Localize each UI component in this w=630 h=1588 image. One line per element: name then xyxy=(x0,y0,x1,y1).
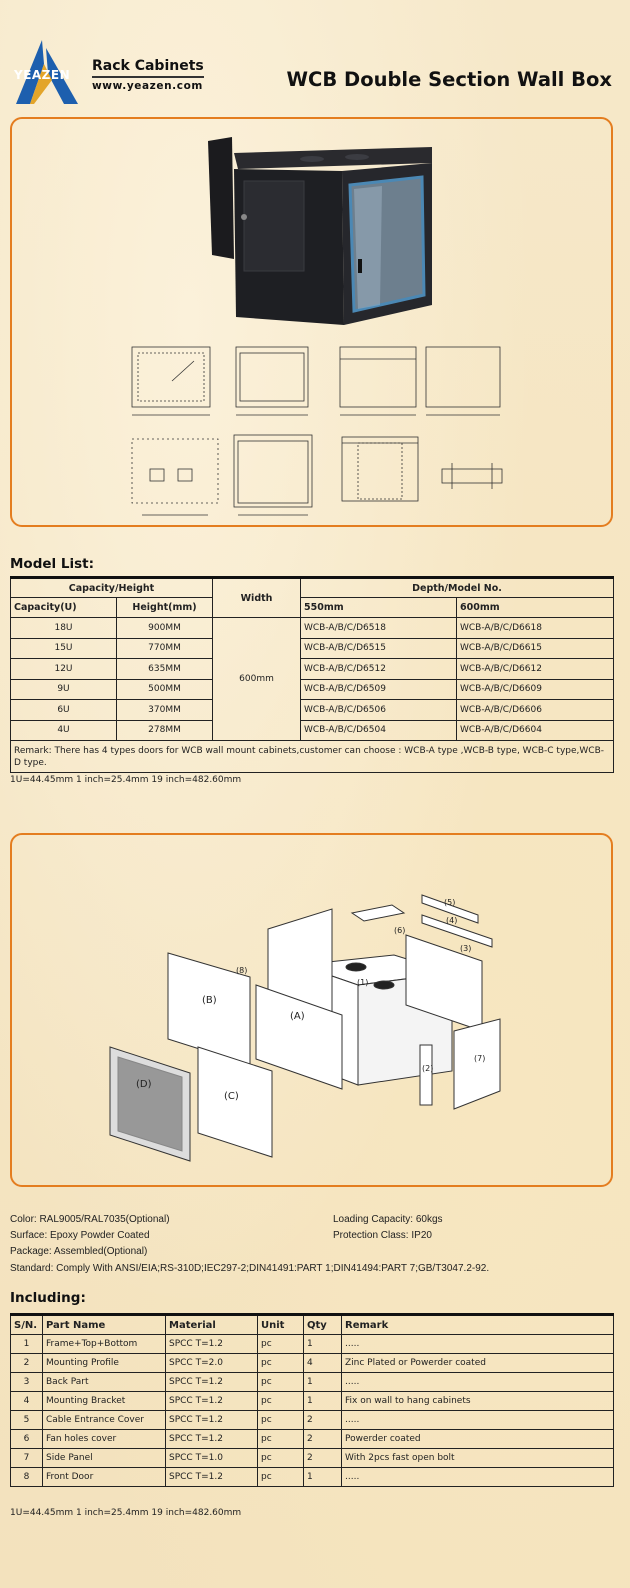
remark-cell: ..... xyxy=(342,1335,614,1354)
spec-protection: Protection Class: IP20 xyxy=(333,1230,432,1241)
spec-standard: Standard: Comply With ANSI/EIA;RS-310D;IEC297-2;DIN41491:PART 1;DIN41494:PART 7;GB/T3047.2-92. xyxy=(10,1263,490,1274)
material-cell: SPCC T=1.2 xyxy=(166,1430,258,1449)
sn-cell: 8 xyxy=(11,1468,43,1487)
table-row xyxy=(11,720,614,741)
exploded-diagram-frame xyxy=(10,833,613,1187)
model-550-cell: WCB-A/B/C/D6506 xyxy=(301,700,457,721)
spec-color: Color: RAL9005/RAL7035(Optional) xyxy=(10,1214,170,1225)
brand-url: www.yeazen.com xyxy=(92,80,203,92)
brand-title: Rack Cabinets xyxy=(92,58,204,74)
table-row xyxy=(11,638,614,659)
table-subheader-row xyxy=(11,598,614,618)
exploded-diagram xyxy=(12,835,615,1189)
remark-cell: Fix on wall to hang cabinets xyxy=(342,1392,614,1411)
technical-drawings xyxy=(132,347,502,515)
material-cell: SPCC T=1.0 xyxy=(166,1449,258,1468)
table-row xyxy=(11,1335,614,1354)
remark-cell: ..... xyxy=(342,1411,614,1430)
remark-row xyxy=(11,741,614,773)
spec-loading: Loading Capacity: 60kgs xyxy=(333,1214,443,1225)
diagram-label-7: (7) xyxy=(474,1054,486,1063)
header-part-name: Part Name xyxy=(43,1315,166,1335)
header-depth-model: Depth/Model No. xyxy=(301,578,614,598)
diagram-label-b: (B) xyxy=(202,995,217,1006)
model-600-cell: WCB-A/B/C/D6618 xyxy=(457,618,614,639)
part-name-cell: Back Part xyxy=(43,1373,166,1392)
model-list-table xyxy=(10,576,614,773)
height-cell: 900MM xyxy=(117,618,213,639)
unit-cell: pc xyxy=(258,1335,304,1354)
header-capacity-u: Capacity(U) xyxy=(11,598,117,618)
sn-cell: 6 xyxy=(11,1430,43,1449)
table-row xyxy=(11,700,614,721)
qty-cell: 1 xyxy=(304,1335,342,1354)
model-600-cell: WCB-A/B/C/D6606 xyxy=(457,700,614,721)
table-row xyxy=(11,1373,614,1392)
sn-cell: 2 xyxy=(11,1354,43,1373)
model-550-cell: WCB-A/B/C/D6515 xyxy=(301,638,457,659)
header-qty: Qty xyxy=(304,1315,342,1335)
table-row xyxy=(11,1430,614,1449)
sn-cell: 5 xyxy=(11,1411,43,1430)
unit-cell: pc xyxy=(258,1468,304,1487)
product-image-frame xyxy=(10,117,613,527)
header-capacity-height: Capacity/Height xyxy=(11,578,213,598)
height-cell: 370MM xyxy=(117,700,213,721)
model-600-cell: WCB-A/B/C/D6612 xyxy=(457,659,614,680)
sn-cell: 7 xyxy=(11,1449,43,1468)
header-unit: Unit xyxy=(258,1315,304,1335)
remark-cell: Powerder coated xyxy=(342,1430,614,1449)
page-title: WCB Double Section Wall Box xyxy=(286,68,612,91)
capacity-cell: 4U xyxy=(11,720,117,741)
remark-cell: With 2pcs fast open bolt xyxy=(342,1449,614,1468)
capacity-cell: 6U xyxy=(11,700,117,721)
unit-cell: pc xyxy=(258,1354,304,1373)
unit-cell: pc xyxy=(258,1392,304,1411)
diagram-label-3: (3) xyxy=(460,944,472,953)
header-sn: S/N. xyxy=(11,1315,43,1335)
model-550-cell: WCB-A/B/C/D6504 xyxy=(301,720,457,741)
capacity-cell: 9U xyxy=(11,679,117,700)
unit-cell: pc xyxy=(258,1373,304,1392)
model-list-title: Model List: xyxy=(10,556,94,572)
table-row xyxy=(11,1468,614,1487)
part-name-cell: Cable Entrance Cover xyxy=(43,1411,166,1430)
sn-cell: 4 xyxy=(11,1392,43,1411)
header-remark: Remark xyxy=(342,1315,614,1335)
part-name-cell: Mounting Profile xyxy=(43,1354,166,1373)
model-600-cell: WCB-A/B/C/D6615 xyxy=(457,638,614,659)
table-row xyxy=(11,659,614,680)
product-illustration xyxy=(12,119,615,529)
capacity-cell: 12U xyxy=(11,659,117,680)
table-row xyxy=(11,618,614,639)
material-cell: SPCC T=1.2 xyxy=(166,1373,258,1392)
part-name-cell: Frame+Top+Bottom xyxy=(43,1335,166,1354)
units-note: 1U=44.45mm 1 inch=25.4mm 19 inch=482.60mm xyxy=(10,775,242,785)
capacity-cell: 15U xyxy=(11,638,117,659)
table-row xyxy=(11,1354,614,1373)
unit-cell: pc xyxy=(258,1430,304,1449)
diagram-label-1: (1) xyxy=(357,978,369,987)
part-name-cell: Mounting Bracket xyxy=(43,1392,166,1411)
qty-cell: 2 xyxy=(304,1449,342,1468)
logo-text: YEAZEN xyxy=(14,68,71,82)
header-material: Material xyxy=(166,1315,258,1335)
remark-cell: ..... xyxy=(342,1468,614,1487)
including-title: Including: xyxy=(10,1290,86,1306)
table-row xyxy=(11,1449,614,1468)
part-name-cell: Fan holes cover xyxy=(43,1430,166,1449)
unit-cell: pc xyxy=(258,1411,304,1430)
brand-divider xyxy=(92,76,204,78)
height-cell: 770MM xyxy=(117,638,213,659)
qty-cell: 1 xyxy=(304,1392,342,1411)
header-depth-600: 600mm xyxy=(457,598,614,618)
remark-cell: Zinc Plated or Powerder coated xyxy=(342,1354,614,1373)
spec-package: Package: Assembled(Optional) xyxy=(10,1246,148,1257)
material-cell: SPCC T=1.2 xyxy=(166,1468,258,1487)
spec-surface: Surface: Epoxy Powder Coated xyxy=(10,1230,150,1241)
header-height-mm: Height(mm) xyxy=(117,598,213,618)
diagram-label-c: (C) xyxy=(224,1091,239,1102)
table-header-row xyxy=(11,578,614,598)
part-name-cell: Front Door xyxy=(43,1468,166,1487)
diagram-label-2: (2) xyxy=(422,1064,434,1073)
diagram-label-a: (A) xyxy=(290,1011,305,1022)
table-row xyxy=(11,1411,614,1430)
diagram-label-4: (4) xyxy=(446,916,458,925)
table-header-row xyxy=(11,1315,614,1335)
remark-cell: Remark: There has 4 types doors for WCB wall mount cabinets,customer can choose : WCB-A type ,WCB-B type, WCB-C type,WCB-D type. xyxy=(11,741,614,773)
header-width: Width xyxy=(213,578,301,618)
sn-cell: 1 xyxy=(11,1335,43,1354)
height-cell: 500MM xyxy=(117,679,213,700)
qty-cell: 1 xyxy=(304,1373,342,1392)
material-cell: SPCC T=1.2 xyxy=(166,1392,258,1411)
page-header xyxy=(0,0,630,115)
model-550-cell: WCB-A/B/C/D6509 xyxy=(301,679,457,700)
diagram-label-6: (6) xyxy=(394,926,406,935)
including-table xyxy=(10,1313,614,1487)
height-cell: 635MM xyxy=(117,659,213,680)
units-note-bottom: 1U=44.45mm 1 inch=25.4mm 19 inch=482.60mm xyxy=(10,1508,242,1518)
sn-cell: 3 xyxy=(11,1373,43,1392)
qty-cell: 4 xyxy=(304,1354,342,1373)
model-600-cell: WCB-A/B/C/D6609 xyxy=(457,679,614,700)
diagram-label-d: (D) xyxy=(136,1079,152,1090)
qty-cell: 2 xyxy=(304,1430,342,1449)
material-cell: SPCC T=1.2 xyxy=(166,1335,258,1354)
qty-cell: 1 xyxy=(304,1468,342,1487)
material-cell: SPCC T=1.2 xyxy=(166,1411,258,1430)
qty-cell: 2 xyxy=(304,1411,342,1430)
material-cell: SPCC T=2.0 xyxy=(166,1354,258,1373)
model-600-cell: WCB-A/B/C/D6604 xyxy=(457,720,614,741)
diagram-label-5: (5) xyxy=(444,898,456,907)
table-row xyxy=(11,679,614,700)
unit-cell: pc xyxy=(258,1449,304,1468)
part-name-cell: Side Panel xyxy=(43,1449,166,1468)
remark-cell: ..... xyxy=(342,1373,614,1392)
cabinet-photo xyxy=(208,137,432,325)
diagram-label-8: (8) xyxy=(236,966,248,975)
model-550-cell: WCB-A/B/C/D6518 xyxy=(301,618,457,639)
table-row xyxy=(11,1392,614,1411)
header-depth-550: 550mm xyxy=(301,598,457,618)
model-550-cell: WCB-A/B/C/D6512 xyxy=(301,659,457,680)
width-cell: 600mm xyxy=(213,618,301,741)
capacity-cell: 18U xyxy=(11,618,117,639)
height-cell: 278MM xyxy=(117,720,213,741)
